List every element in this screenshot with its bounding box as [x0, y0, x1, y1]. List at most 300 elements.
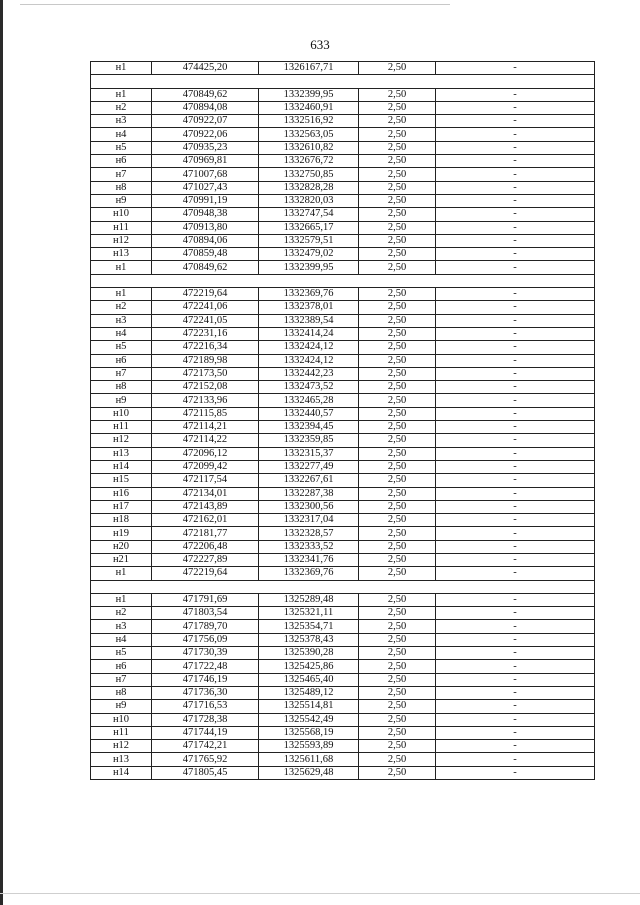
table-row [91, 593, 595, 606]
y-coordinate-cell: 1332399,95 [259, 261, 359, 274]
accuracy-cell: 2,50 [359, 341, 436, 354]
description-cell: - [436, 194, 595, 207]
table-row [91, 314, 595, 327]
point-label-cell: н6 [91, 354, 152, 367]
table-row [91, 181, 595, 194]
description-cell: - [436, 567, 595, 580]
x-coordinate-cell: 471746,19 [152, 673, 259, 686]
separator-cell [91, 580, 595, 593]
point-label-cell: н8 [91, 381, 152, 394]
accuracy-cell: 2,50 [359, 234, 436, 247]
x-coordinate-cell: 471007,68 [152, 168, 259, 181]
accuracy-cell: 2,50 [359, 367, 436, 380]
y-coordinate-cell: 1332750,85 [259, 168, 359, 181]
accuracy-cell: 2,50 [359, 155, 436, 168]
table-row [91, 327, 595, 340]
table-row [91, 607, 595, 620]
y-coordinate-cell: 1332333,52 [259, 540, 359, 553]
description-cell: - [436, 593, 595, 606]
accuracy-cell: 2,50 [359, 514, 436, 527]
accuracy-cell: 2,50 [359, 208, 436, 221]
table-row [91, 553, 595, 566]
x-coordinate-cell: 472227,89 [152, 553, 259, 566]
x-coordinate-cell: 471789,70 [152, 620, 259, 633]
bottom-rule [0, 893, 640, 894]
description-cell: - [436, 168, 595, 181]
x-coordinate-cell: 471805,45 [152, 766, 259, 779]
point-label-cell: н17 [91, 500, 152, 513]
y-coordinate-cell: 1332665,17 [259, 221, 359, 234]
table-row [91, 381, 595, 394]
table-row [91, 354, 595, 367]
y-coordinate-cell: 1332579,51 [259, 234, 359, 247]
description-cell: - [436, 421, 595, 434]
point-label-cell: н14 [91, 460, 152, 473]
description-cell: - [436, 288, 595, 301]
description-cell: - [436, 208, 595, 221]
table-row [91, 474, 595, 487]
coordinates-table-body [91, 62, 595, 780]
y-coordinate-cell: 1325514,81 [259, 700, 359, 713]
accuracy-cell: 2,50 [359, 487, 436, 500]
description-cell: - [436, 367, 595, 380]
description-cell: - [436, 261, 595, 274]
description-cell: - [436, 620, 595, 633]
x-coordinate-cell: 471803,54 [152, 607, 259, 620]
description-cell: - [436, 527, 595, 540]
y-coordinate-cell: 1332440,57 [259, 407, 359, 420]
table-row [91, 660, 595, 673]
coordinates-table [90, 61, 595, 780]
accuracy-cell: 2,50 [359, 713, 436, 726]
accuracy-cell: 2,50 [359, 394, 436, 407]
table-row [91, 394, 595, 407]
x-coordinate-cell: 470948,38 [152, 208, 259, 221]
point-label-cell: н4 [91, 128, 152, 141]
accuracy-cell: 2,50 [359, 221, 436, 234]
table-row [91, 115, 595, 128]
description-cell: - [436, 101, 595, 114]
accuracy-cell: 2,50 [359, 740, 436, 753]
point-label-cell: н12 [91, 234, 152, 247]
x-coordinate-cell: 471765,92 [152, 753, 259, 766]
table-row [91, 101, 595, 114]
x-coordinate-cell: 472134,01 [152, 487, 259, 500]
y-coordinate-cell: 1332424,12 [259, 354, 359, 367]
accuracy-cell: 2,50 [359, 700, 436, 713]
section-separator-row [91, 580, 595, 593]
table-row [91, 288, 595, 301]
y-coordinate-cell: 1332267,61 [259, 474, 359, 487]
y-coordinate-cell: 1332676,72 [259, 155, 359, 168]
point-label-cell: н2 [91, 607, 152, 620]
x-coordinate-cell: 472241,06 [152, 301, 259, 314]
table-row [91, 434, 595, 447]
separator-cell [91, 75, 595, 88]
point-label-cell: н11 [91, 726, 152, 739]
x-coordinate-cell: 472143,89 [152, 500, 259, 513]
point-label-cell: н5 [91, 647, 152, 660]
description-cell: - [436, 540, 595, 553]
point-label-cell: н1 [91, 62, 152, 75]
y-coordinate-cell: 1325593,89 [259, 740, 359, 753]
accuracy-cell: 2,50 [359, 421, 436, 434]
y-coordinate-cell: 1332359,85 [259, 434, 359, 447]
point-label-cell: н21 [91, 553, 152, 566]
x-coordinate-cell: 470913,80 [152, 221, 259, 234]
x-coordinate-cell: 471744,19 [152, 726, 259, 739]
table-row [91, 753, 595, 766]
accuracy-cell: 2,50 [359, 141, 436, 154]
y-coordinate-cell: 1332414,24 [259, 327, 359, 340]
point-label-cell: н3 [91, 314, 152, 327]
accuracy-cell: 2,50 [359, 766, 436, 779]
accuracy-cell: 2,50 [359, 381, 436, 394]
description-cell: - [436, 394, 595, 407]
y-coordinate-cell: 1332378,01 [259, 301, 359, 314]
x-coordinate-cell: 471756,09 [152, 633, 259, 646]
accuracy-cell: 2,50 [359, 447, 436, 460]
accuracy-cell: 2,50 [359, 354, 436, 367]
description-cell: - [436, 460, 595, 473]
accuracy-cell: 2,50 [359, 248, 436, 261]
x-coordinate-cell: 472117,54 [152, 474, 259, 487]
accuracy-cell: 2,50 [359, 288, 436, 301]
accuracy-cell: 2,50 [359, 474, 436, 487]
point-label-cell: н1 [91, 261, 152, 274]
accuracy-cell: 2,50 [359, 540, 436, 553]
top-rule [20, 4, 450, 5]
description-cell: - [436, 381, 595, 394]
accuracy-cell: 2,50 [359, 261, 436, 274]
point-label-cell: н1 [91, 88, 152, 101]
point-label-cell: н3 [91, 620, 152, 633]
y-coordinate-cell: 1325390,28 [259, 647, 359, 660]
separator-cell [91, 274, 595, 287]
point-label-cell: н12 [91, 434, 152, 447]
point-label-cell: н10 [91, 208, 152, 221]
point-label-cell: н9 [91, 194, 152, 207]
y-coordinate-cell: 1332828,28 [259, 181, 359, 194]
y-coordinate-cell: 1332341,76 [259, 553, 359, 566]
table-row [91, 673, 595, 686]
accuracy-cell: 2,50 [359, 647, 436, 660]
x-coordinate-cell: 471027,43 [152, 181, 259, 194]
y-coordinate-cell: 1332610,82 [259, 141, 359, 154]
description-cell: - [436, 500, 595, 513]
point-label-cell: н9 [91, 700, 152, 713]
y-coordinate-cell: 1325354,71 [259, 620, 359, 633]
point-label-cell: н7 [91, 673, 152, 686]
accuracy-cell: 2,50 [359, 753, 436, 766]
table-row [91, 261, 595, 274]
table-row [91, 208, 595, 221]
table-row [91, 234, 595, 247]
x-coordinate-cell: 472114,22 [152, 434, 259, 447]
description-cell: - [436, 686, 595, 699]
point-label-cell: н2 [91, 301, 152, 314]
accuracy-cell: 2,50 [359, 168, 436, 181]
y-coordinate-cell: 1332369,76 [259, 288, 359, 301]
x-coordinate-cell: 472162,01 [152, 514, 259, 527]
description-cell: - [436, 700, 595, 713]
table-row [91, 620, 595, 633]
table-row [91, 141, 595, 154]
x-coordinate-cell: 471728,38 [152, 713, 259, 726]
table-row [91, 460, 595, 473]
y-coordinate-cell: 1325542,49 [259, 713, 359, 726]
point-label-cell: н2 [91, 101, 152, 114]
y-coordinate-cell: 1326167,71 [259, 62, 359, 75]
y-coordinate-cell: 1332389,54 [259, 314, 359, 327]
accuracy-cell: 2,50 [359, 88, 436, 101]
table-row [91, 62, 595, 75]
accuracy-cell: 2,50 [359, 607, 436, 620]
accuracy-cell: 2,50 [359, 673, 436, 686]
description-cell: - [436, 647, 595, 660]
description-cell: - [436, 726, 595, 739]
table-row [91, 367, 595, 380]
description-cell: - [436, 155, 595, 168]
description-cell: - [436, 447, 595, 460]
y-coordinate-cell: 1325289,48 [259, 593, 359, 606]
y-coordinate-cell: 1325425,86 [259, 660, 359, 673]
x-coordinate-cell: 472099,42 [152, 460, 259, 473]
y-coordinate-cell: 1332369,76 [259, 567, 359, 580]
x-coordinate-cell: 471736,30 [152, 686, 259, 699]
table-row [91, 633, 595, 646]
point-label-cell: н1 [91, 567, 152, 580]
y-coordinate-cell: 1332287,38 [259, 487, 359, 500]
description-cell: - [436, 354, 595, 367]
x-coordinate-cell: 472189,98 [152, 354, 259, 367]
point-label-cell: н5 [91, 141, 152, 154]
table-row [91, 301, 595, 314]
table-row [91, 514, 595, 527]
x-coordinate-cell: 472173,50 [152, 367, 259, 380]
accuracy-cell: 2,50 [359, 407, 436, 420]
point-label-cell: н1 [91, 288, 152, 301]
description-cell: - [436, 474, 595, 487]
point-label-cell: н6 [91, 660, 152, 673]
y-coordinate-cell: 1332563,05 [259, 128, 359, 141]
x-coordinate-cell: 472219,64 [152, 567, 259, 580]
table-row [91, 567, 595, 580]
y-coordinate-cell: 1325568,19 [259, 726, 359, 739]
accuracy-cell: 2,50 [359, 527, 436, 540]
x-coordinate-cell: 472114,21 [152, 421, 259, 434]
accuracy-cell: 2,50 [359, 620, 436, 633]
x-coordinate-cell: 471716,53 [152, 700, 259, 713]
description-cell: - [436, 62, 595, 75]
table-row [91, 700, 595, 713]
description-cell: - [436, 115, 595, 128]
y-coordinate-cell: 1332328,57 [259, 527, 359, 540]
point-label-cell: н13 [91, 753, 152, 766]
description-cell: - [436, 553, 595, 566]
description-cell: - [436, 128, 595, 141]
description-cell: - [436, 753, 595, 766]
point-label-cell: н19 [91, 527, 152, 540]
description-cell: - [436, 766, 595, 779]
x-coordinate-cell: 470849,62 [152, 88, 259, 101]
y-coordinate-cell: 1325378,43 [259, 633, 359, 646]
point-label-cell: н7 [91, 367, 152, 380]
description-cell: - [436, 660, 595, 673]
y-coordinate-cell: 1332479,02 [259, 248, 359, 261]
y-coordinate-cell: 1325629,48 [259, 766, 359, 779]
table-row [91, 194, 595, 207]
accuracy-cell: 2,50 [359, 181, 436, 194]
description-cell: - [436, 607, 595, 620]
x-coordinate-cell: 470991,19 [152, 194, 259, 207]
accuracy-cell: 2,50 [359, 194, 436, 207]
point-label-cell: н13 [91, 248, 152, 261]
description-cell: - [436, 713, 595, 726]
x-coordinate-cell: 472152,08 [152, 381, 259, 394]
point-label-cell: н9 [91, 394, 152, 407]
x-coordinate-cell: 470969,81 [152, 155, 259, 168]
point-label-cell: н1 [91, 593, 152, 606]
description-cell: - [436, 141, 595, 154]
description-cell: - [436, 314, 595, 327]
x-coordinate-cell: 471791,69 [152, 593, 259, 606]
accuracy-cell: 2,50 [359, 62, 436, 75]
accuracy-cell: 2,50 [359, 500, 436, 513]
point-label-cell: н15 [91, 474, 152, 487]
accuracy-cell: 2,50 [359, 633, 436, 646]
table-row [91, 221, 595, 234]
accuracy-cell: 2,50 [359, 327, 436, 340]
accuracy-cell: 2,50 [359, 553, 436, 566]
x-coordinate-cell: 472133,96 [152, 394, 259, 407]
x-coordinate-cell: 472096,12 [152, 447, 259, 460]
point-label-cell: н8 [91, 686, 152, 699]
table-row [91, 713, 595, 726]
accuracy-cell: 2,50 [359, 434, 436, 447]
accuracy-cell: 2,50 [359, 115, 436, 128]
table-row [91, 421, 595, 434]
accuracy-cell: 2,50 [359, 301, 436, 314]
description-cell: - [436, 221, 595, 234]
x-coordinate-cell: 472219,64 [152, 288, 259, 301]
y-coordinate-cell: 1332424,12 [259, 341, 359, 354]
table-row [91, 740, 595, 753]
description-cell: - [436, 740, 595, 753]
table-row [91, 487, 595, 500]
point-label-cell: н12 [91, 740, 152, 753]
y-coordinate-cell: 1325489,12 [259, 686, 359, 699]
point-label-cell: н7 [91, 168, 152, 181]
section-separator-row [91, 274, 595, 287]
point-label-cell: н3 [91, 115, 152, 128]
table-row [91, 686, 595, 699]
point-label-cell: н18 [91, 514, 152, 527]
point-label-cell: н6 [91, 155, 152, 168]
point-label-cell: н5 [91, 341, 152, 354]
x-coordinate-cell: 470849,62 [152, 261, 259, 274]
accuracy-cell: 2,50 [359, 567, 436, 580]
table-row [91, 527, 595, 540]
description-cell: - [436, 181, 595, 194]
table-row [91, 647, 595, 660]
x-coordinate-cell: 471742,21 [152, 740, 259, 753]
table-row [91, 168, 595, 181]
point-label-cell: н10 [91, 407, 152, 420]
accuracy-cell: 2,50 [359, 593, 436, 606]
description-cell: - [436, 234, 595, 247]
y-coordinate-cell: 1332747,54 [259, 208, 359, 221]
accuracy-cell: 2,50 [359, 101, 436, 114]
page-number: 633 [310, 37, 330, 52]
accuracy-cell: 2,50 [359, 460, 436, 473]
point-label-cell: н4 [91, 633, 152, 646]
y-coordinate-cell: 1332315,37 [259, 447, 359, 460]
y-coordinate-cell: 1325465,40 [259, 673, 359, 686]
x-coordinate-cell: 470859,48 [152, 248, 259, 261]
table-row [91, 341, 595, 354]
accuracy-cell: 2,50 [359, 128, 436, 141]
x-coordinate-cell: 472206,48 [152, 540, 259, 553]
description-cell: - [436, 673, 595, 686]
table-row [91, 726, 595, 739]
y-coordinate-cell: 1332277,49 [259, 460, 359, 473]
point-label-cell: н4 [91, 327, 152, 340]
description-cell: - [436, 301, 595, 314]
table-row [91, 407, 595, 420]
y-coordinate-cell: 1332516,92 [259, 115, 359, 128]
table-row [91, 766, 595, 779]
table-row [91, 500, 595, 513]
point-label-cell: н10 [91, 713, 152, 726]
y-coordinate-cell: 1332300,56 [259, 500, 359, 513]
description-cell: - [436, 248, 595, 261]
x-coordinate-cell: 474425,20 [152, 62, 259, 75]
point-label-cell: н14 [91, 766, 152, 779]
point-label-cell: н16 [91, 487, 152, 500]
x-coordinate-cell: 472231,16 [152, 327, 259, 340]
point-label-cell: н11 [91, 221, 152, 234]
section-separator-row [91, 75, 595, 88]
x-coordinate-cell: 471722,48 [152, 660, 259, 673]
x-coordinate-cell: 471730,39 [152, 647, 259, 660]
description-cell: - [436, 514, 595, 527]
y-coordinate-cell: 1332820,03 [259, 194, 359, 207]
y-coordinate-cell: 1332399,95 [259, 88, 359, 101]
scan-edge [0, 0, 3, 905]
x-coordinate-cell: 470935,23 [152, 141, 259, 154]
x-coordinate-cell: 472181,77 [152, 527, 259, 540]
y-coordinate-cell: 1332317,04 [259, 514, 359, 527]
y-coordinate-cell: 1332465,28 [259, 394, 359, 407]
x-coordinate-cell: 472241,05 [152, 314, 259, 327]
point-label-cell: н20 [91, 540, 152, 553]
accuracy-cell: 2,50 [359, 314, 436, 327]
x-coordinate-cell: 470894,08 [152, 101, 259, 114]
x-coordinate-cell: 470922,07 [152, 115, 259, 128]
point-label-cell: н13 [91, 447, 152, 460]
description-cell: - [436, 341, 595, 354]
y-coordinate-cell: 1332442,23 [259, 367, 359, 380]
table-row [91, 248, 595, 261]
accuracy-cell: 2,50 [359, 686, 436, 699]
y-coordinate-cell: 1325611,68 [259, 753, 359, 766]
description-cell: - [436, 487, 595, 500]
description-cell: - [436, 434, 595, 447]
y-coordinate-cell: 1332460,91 [259, 101, 359, 114]
x-coordinate-cell: 470922,06 [152, 128, 259, 141]
y-coordinate-cell: 1325321,11 [259, 607, 359, 620]
